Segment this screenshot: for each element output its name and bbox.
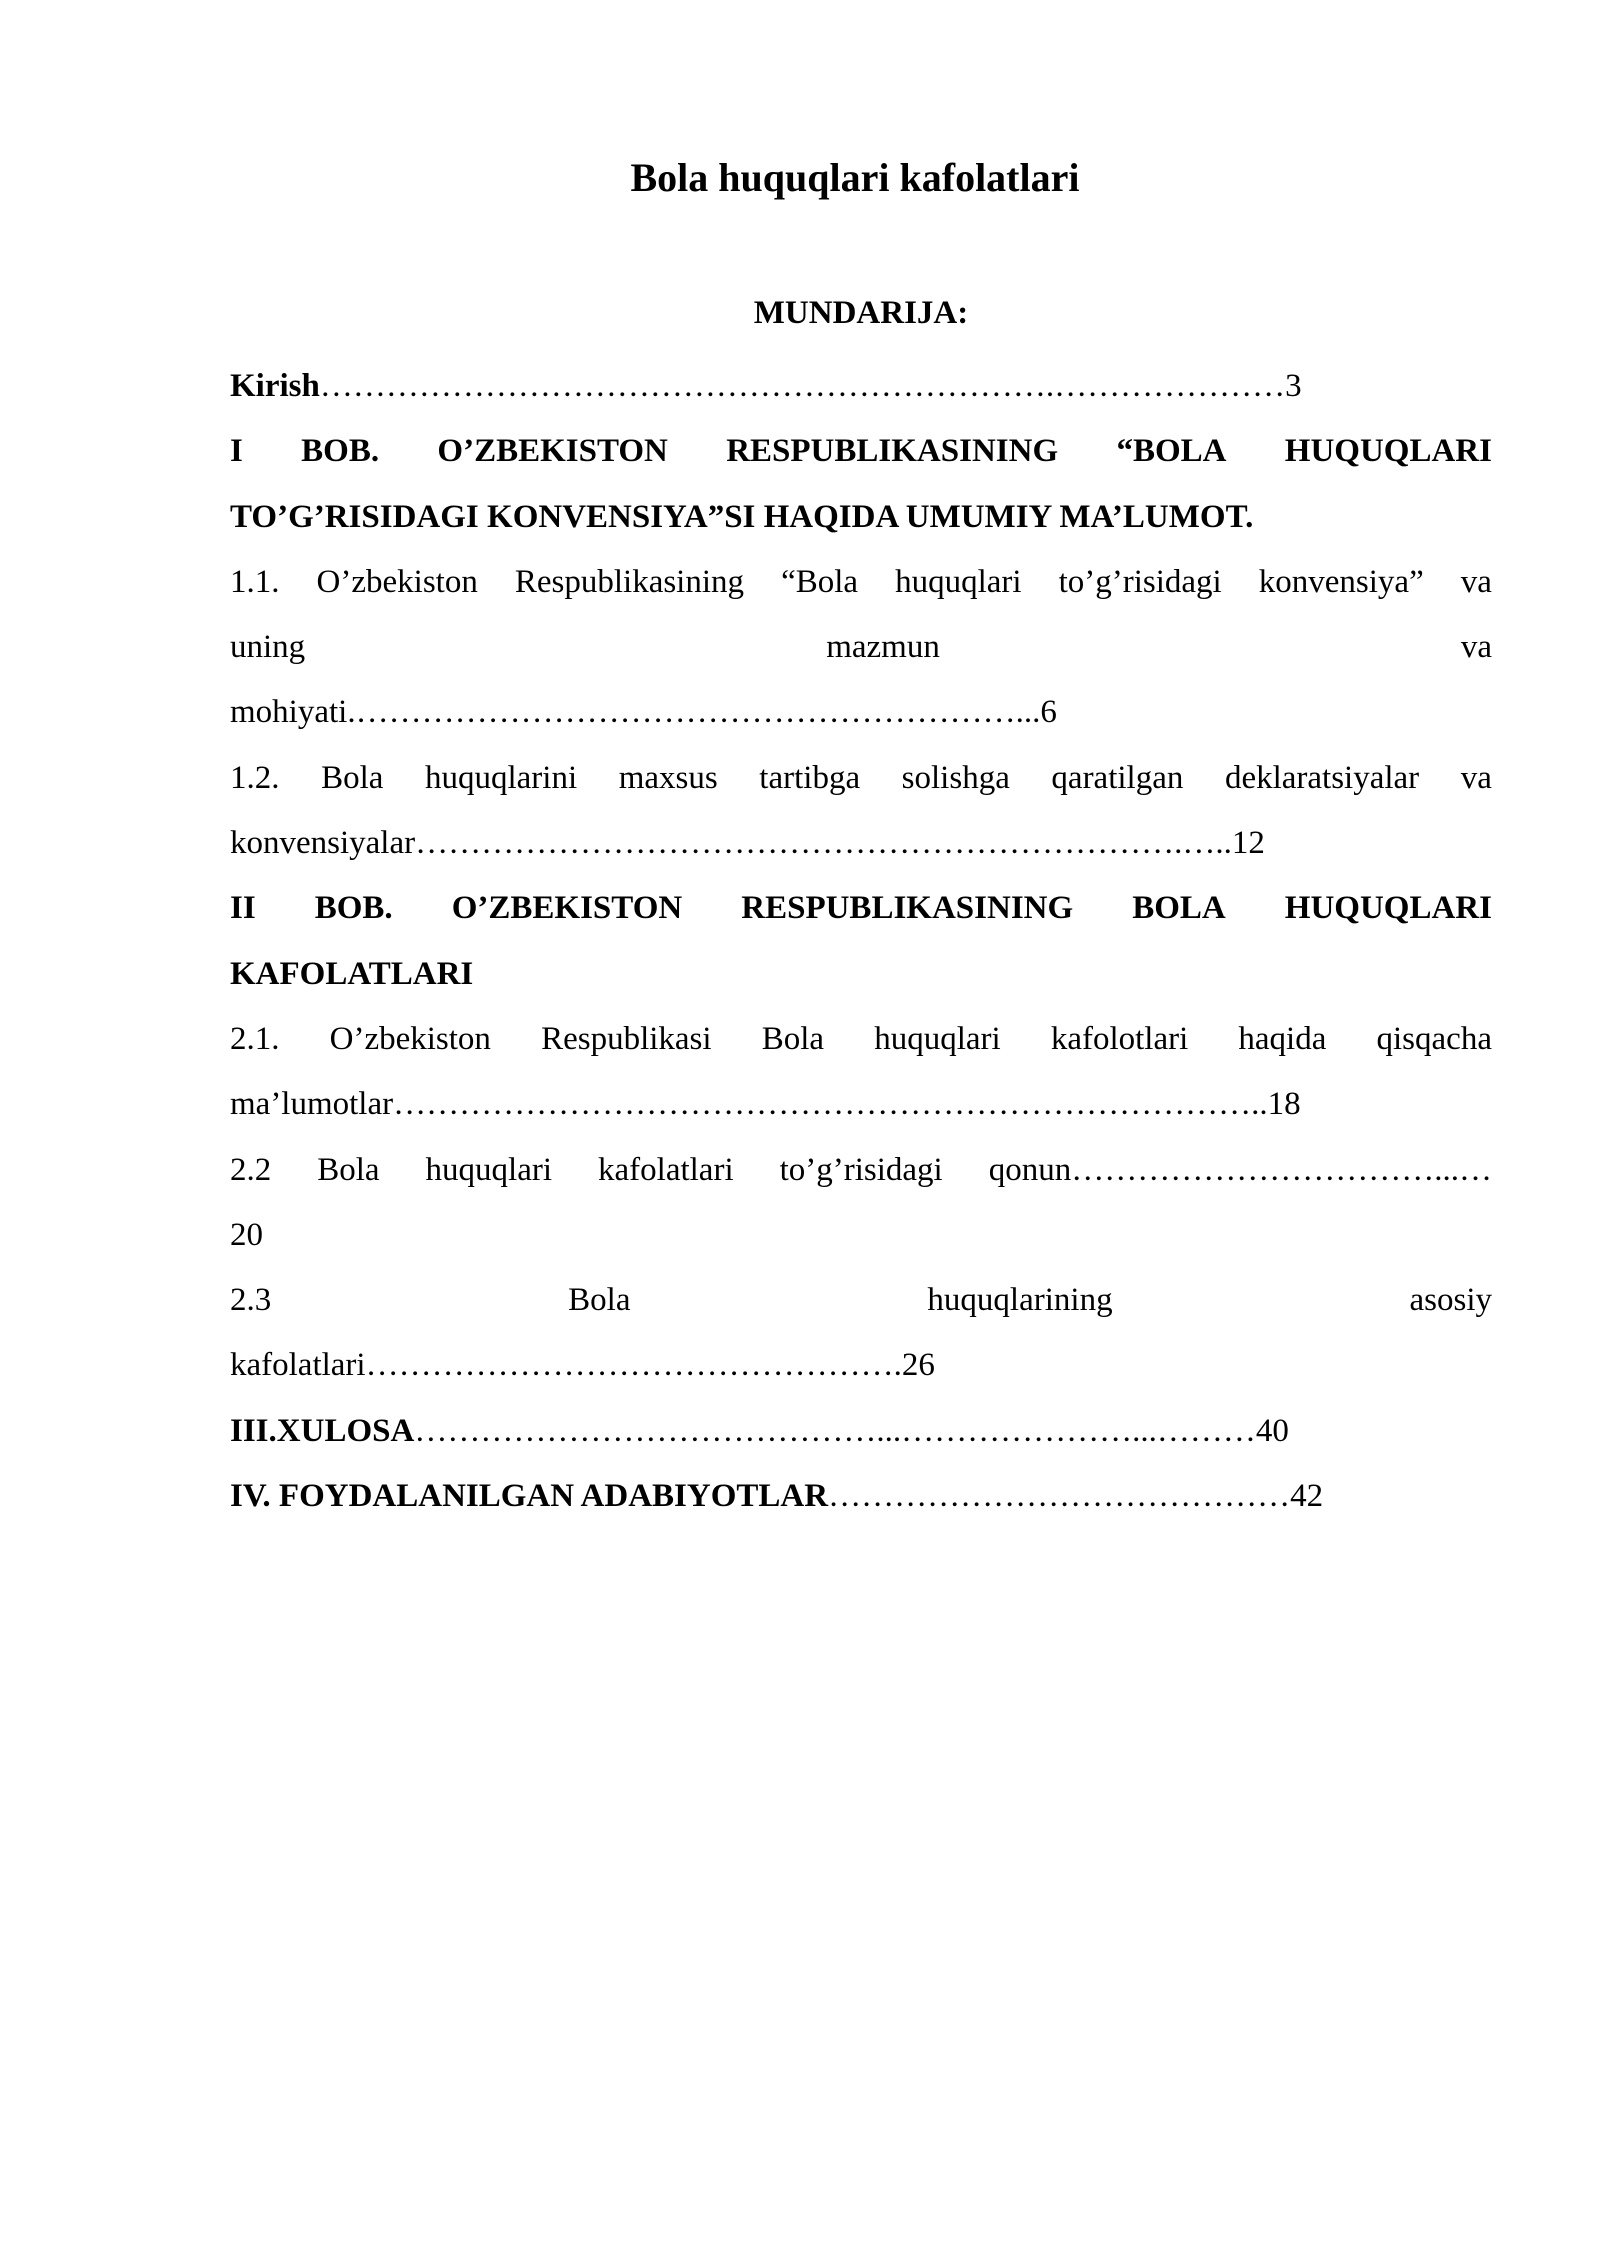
toc-leader-dots: ………………………………………………………….………………… bbox=[319, 368, 1286, 404]
toc-entry-1-2-line1[interactable] bbox=[230, 746, 1492, 811]
toc-word: HUQUQLARI bbox=[1284, 890, 1492, 927]
toc-page-number: 42 bbox=[1290, 1478, 1324, 1515]
toc-entry-adabiyotlar[interactable] bbox=[230, 1464, 1492, 1529]
toc-word: Bola bbox=[317, 1151, 380, 1188]
toc-word: haqida bbox=[1238, 1020, 1327, 1057]
toc-entry-2-2-line1[interactable] bbox=[230, 1138, 1492, 1203]
toc-word: va bbox=[1460, 563, 1492, 600]
toc-word: “Bola bbox=[781, 563, 859, 600]
toc-leader-dots: …………………………………… bbox=[828, 1478, 1291, 1515]
toc-word: 2.1. bbox=[230, 1020, 280, 1057]
toc-word: kafolatlari bbox=[598, 1151, 734, 1188]
table-of-contents bbox=[230, 354, 1492, 1529]
toc-entry-1-1-line1[interactable] bbox=[230, 550, 1492, 615]
toc-word: maxsus bbox=[618, 759, 718, 796]
toc-word: huquqlari bbox=[874, 1020, 1001, 1057]
toc-word: Bola bbox=[568, 1282, 631, 1319]
toc-word: deklaratsiyalar bbox=[1224, 759, 1420, 796]
toc-word: to’g’risidagi bbox=[779, 1151, 943, 1188]
toc-entry-2-1-line1[interactable] bbox=[230, 1007, 1492, 1072]
document-title: Bola huquqlari kafolatlari bbox=[630, 155, 1080, 200]
toc-word: BOLA bbox=[1132, 890, 1226, 927]
toc-word: huquqlari bbox=[425, 1151, 553, 1188]
toc-word: O’ZBEKISTON bbox=[451, 890, 683, 927]
toc-word: O’ZBEKISTON bbox=[437, 433, 668, 470]
toc-entry-bob2-line1[interactable] bbox=[230, 876, 1492, 941]
toc-entry-bob1-line2[interactable]: TO’G’RISIDAGI KONVENSIYA”SI HAQIDA UMUMIY MA’LUMOT. bbox=[230, 498, 1254, 535]
toc-leader-dots: ……………………………………...…………………...……… bbox=[414, 1412, 1256, 1449]
toc-entry-1-1-line2[interactable] bbox=[230, 615, 1492, 680]
toc-word: BOB. bbox=[301, 433, 380, 470]
toc-word: Respublikasining bbox=[514, 563, 745, 600]
toc-word: II bbox=[230, 890, 256, 927]
toc-word: Respublikasi bbox=[541, 1020, 712, 1057]
toc-page-number: 3 bbox=[1285, 368, 1302, 404]
toc-word: 2.2 bbox=[230, 1151, 272, 1188]
toc-word: RESPUBLIKASINING bbox=[741, 890, 1074, 927]
toc-entry-bob1-line1[interactable] bbox=[230, 419, 1492, 484]
toc-word: konvensiya” bbox=[1258, 563, 1424, 600]
toc-entry-2-3-line2[interactable]: kafolatlari………………………………………….26 bbox=[230, 1347, 935, 1384]
toc-entry-label: Kirish bbox=[230, 368, 320, 404]
toc-word: qisqacha bbox=[1376, 1020, 1492, 1057]
toc-word: huquqlari bbox=[895, 563, 1022, 600]
toc-word: mazmun bbox=[826, 629, 940, 666]
toc-entry-xulosa[interactable] bbox=[230, 1399, 1492, 1464]
toc-word: qaratilgan bbox=[1051, 759, 1184, 796]
toc-heading: MUNDARIJA: bbox=[753, 295, 969, 331]
toc-entry-2-1-line2[interactable]: ma’lumotlar……………………………………………………………………..18 bbox=[230, 1086, 1301, 1123]
toc-word: huquqlarining bbox=[927, 1282, 1113, 1319]
toc-word: uning bbox=[230, 629, 306, 666]
toc-word: tartibga bbox=[759, 759, 861, 796]
toc-word: va bbox=[1460, 629, 1492, 666]
toc-word: to’g’risidagi bbox=[1058, 563, 1222, 600]
toc-word: HUQUQLARI bbox=[1284, 433, 1492, 470]
toc-word: RESPUBLIKASINING bbox=[726, 433, 1059, 470]
toc-entry-bob2-line2[interactable]: KAFOLATLARI bbox=[230, 955, 474, 992]
toc-entry-1-1-line3[interactable]: mohiyati.……………………………………………………...6 bbox=[230, 694, 1057, 731]
toc-word: kafolotlari bbox=[1050, 1020, 1189, 1057]
toc-page-number: 40 bbox=[1255, 1412, 1289, 1449]
toc-word: Bola bbox=[321, 759, 384, 796]
toc-word: asosiy bbox=[1409, 1282, 1492, 1319]
toc-word: I bbox=[230, 433, 243, 470]
toc-word: Bola bbox=[761, 1020, 825, 1057]
toc-word: 1.2. bbox=[230, 759, 280, 796]
toc-word: va bbox=[1460, 759, 1492, 796]
toc-word: solishga bbox=[901, 759, 1010, 796]
toc-entry-2-2-line2[interactable]: 20 bbox=[230, 1216, 263, 1253]
toc-word: BOB. bbox=[314, 890, 393, 927]
toc-word: qonun……………………………...… bbox=[988, 1151, 1492, 1188]
toc-word: huquqlarini bbox=[424, 759, 578, 796]
toc-word: “BOLA bbox=[1116, 433, 1227, 470]
toc-entry-label: IV. FOYDALANILGAN ADABIYOTLAR bbox=[230, 1478, 829, 1515]
toc-entry-2-3-line1[interactable] bbox=[230, 1268, 1492, 1333]
toc-word: 2.3 bbox=[230, 1282, 272, 1319]
toc-entry-kirish[interactable] bbox=[230, 354, 1492, 419]
toc-entry-1-2-line2[interactable]: konvensiyalar…………………………………………………………….…..12 bbox=[230, 825, 1265, 862]
toc-word: O’zbekiston bbox=[329, 1020, 491, 1057]
toc-word: 1.1. bbox=[230, 563, 280, 600]
toc-word: O’zbekiston bbox=[316, 563, 478, 600]
toc-entry-label: III.XULOSA bbox=[230, 1412, 415, 1449]
